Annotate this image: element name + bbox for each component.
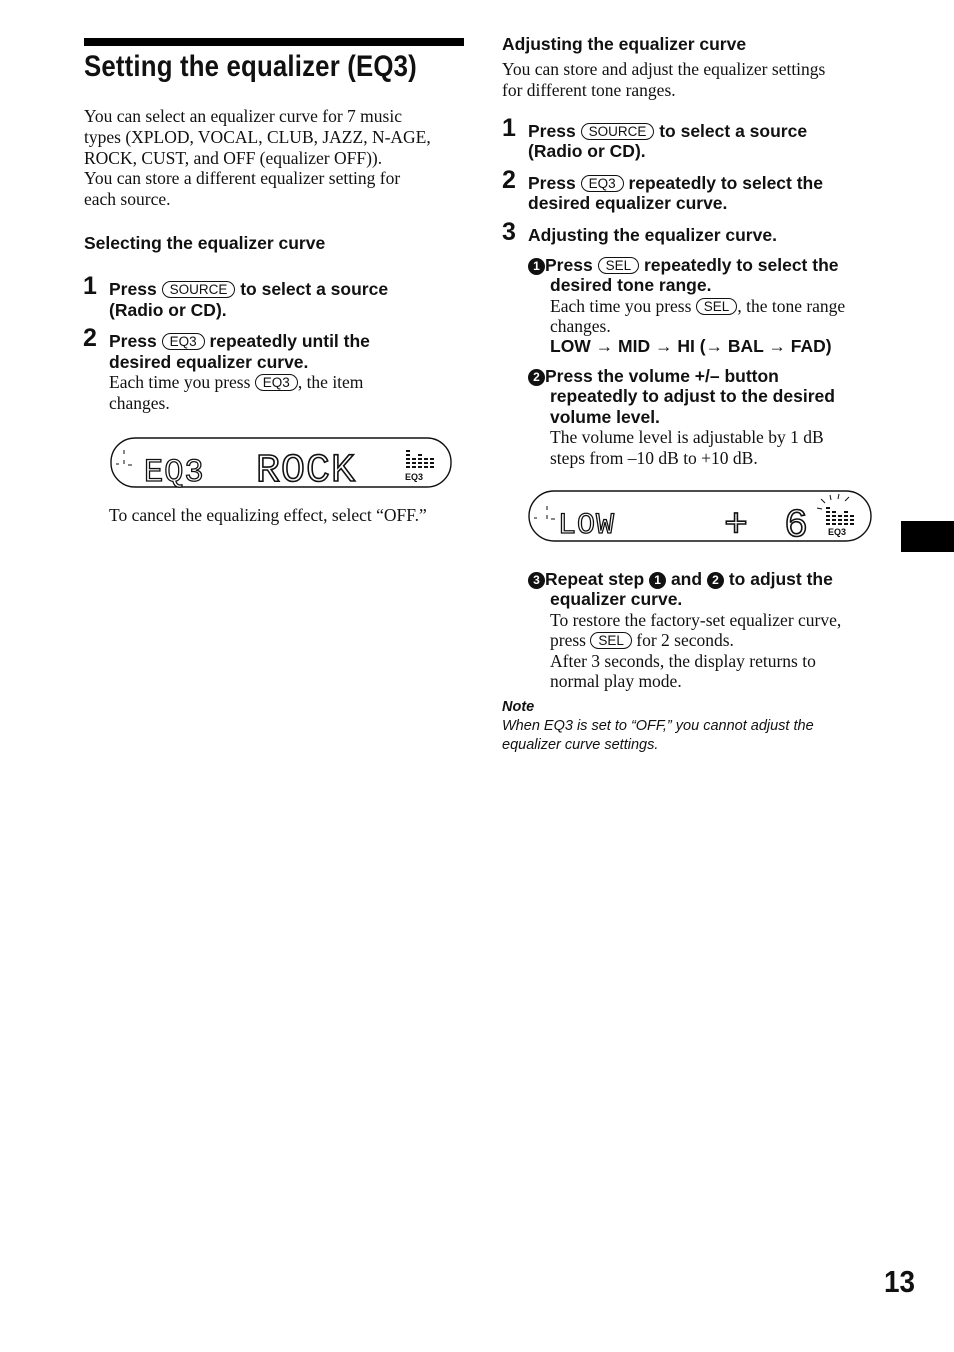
step-text: Press: [109, 331, 157, 351]
note-heading: Note: [502, 699, 535, 715]
substep-description-line4: normal play mode.: [550, 671, 682, 691]
intro-line: each source.: [84, 189, 171, 209]
substep-instruction-line2: repeatedly to adjust to the desired: [550, 386, 835, 406]
intro-line: ROCK, CUST, and OFF (equalizer OFF)).: [84, 148, 383, 168]
intro-line: You can store a different equalizer setting for: [84, 168, 401, 188]
step-number: 2: [502, 166, 516, 194]
step-text: Press: [528, 121, 576, 141]
section-tab-marker: [901, 521, 954, 552]
lcd-display-low: [528, 489, 874, 545]
step-text: repeatedly until the: [209, 331, 370, 351]
circled-number: 2: [707, 572, 724, 589]
step-number: 2: [83, 324, 97, 352]
source-key: SOURCE: [581, 123, 655, 140]
step-text: to select a source: [240, 279, 389, 299]
eq3-key: EQ3: [255, 374, 298, 391]
step-instruction: [528, 173, 823, 194]
step-instruction-line2: desired equalizer curve.: [528, 193, 728, 213]
step-instruction-line2: desired equalizer curve.: [109, 352, 309, 372]
substep-description-line3: After 3 seconds, the display returns to: [550, 651, 816, 671]
adjusting-intro-line: You can store and adjust the equalizer settings: [502, 59, 826, 79]
substep-instruction-line2: desired tone range.: [550, 275, 712, 295]
step-instruction: [109, 331, 370, 352]
circled-number: 2: [528, 369, 545, 386]
intro-line: You can select an equalizer curve for 7 music: [84, 106, 402, 126]
step-number: 3: [502, 218, 516, 246]
step-instruction-line2: (Radio or CD).: [109, 300, 227, 320]
substep-description-line2: changes.: [550, 316, 611, 336]
intro-line: types (XPLOD, VOCAL, CLUB, JAZZ, N-AGE,: [84, 127, 431, 147]
step-text: repeatedly to select the: [628, 173, 823, 193]
lcd-main-text: ROCK: [256, 449, 357, 490]
substep-description-line2: [550, 630, 734, 651]
lcd-left-text: LOW: [558, 509, 616, 543]
cancel-text: To cancel the equalizing effect, select “OFF.”: [109, 505, 427, 525]
step-number: 1: [83, 272, 97, 300]
source-key: SOURCE: [162, 281, 236, 298]
desc-text: , the item: [297, 372, 364, 392]
substep-description: [550, 296, 845, 317]
step-text: to adjust the: [728, 569, 833, 589]
desc-text: for 2 seconds.: [636, 630, 734, 650]
step-instruction: [528, 121, 807, 142]
step-instruction: [109, 279, 388, 300]
substep-instruction-line3: volume level.: [550, 407, 660, 427]
desc-text: press: [550, 630, 586, 650]
step-instruction-line2: (Radio or CD).: [528, 141, 646, 161]
eq3-key: EQ3: [162, 333, 205, 350]
step-text: Press: [545, 255, 593, 275]
step-instruction: Adjusting the equalizer curve.: [528, 225, 777, 245]
page-number: 13: [884, 1264, 916, 1299]
substep-instruction: [528, 569, 833, 590]
step-text: to select a source: [659, 121, 808, 141]
adjusting-heading: Adjusting the equalizer curve: [502, 34, 747, 54]
circled-number: 1: [649, 572, 666, 589]
step-description: [109, 372, 363, 393]
title-rule: [84, 38, 464, 46]
step-text: repeatedly to select the: [643, 255, 839, 275]
circled-number: 1: [528, 258, 545, 275]
step-text: Press the volume +/– button: [545, 366, 779, 386]
step-text: and: [670, 569, 703, 589]
desc-text: Each time you press: [550, 296, 692, 316]
sel-key: SEL: [696, 298, 738, 315]
substep-instruction: [528, 366, 779, 387]
note-text: When EQ3 is set to “OFF,” you cannot adjust the: [502, 718, 814, 734]
lcd-badge: EQ3: [405, 472, 424, 482]
adjusting-intro-line: for different tone ranges.: [502, 80, 676, 100]
substep-description-line2: steps from –10 dB to +10 dB.: [550, 448, 758, 468]
circled-number: 3: [528, 572, 545, 589]
step-text: Press: [528, 173, 576, 193]
lcd-left-text: EQ3: [144, 454, 205, 490]
desc-text: Each time you press: [109, 372, 251, 392]
step-text: Press: [109, 279, 157, 299]
substep-instruction: [528, 255, 839, 276]
sel-key: SEL: [598, 257, 640, 274]
substep-description: To restore the factory-set equalizer curve,: [550, 610, 842, 630]
desc-text: , the tone range: [737, 296, 846, 316]
eq3-key: EQ3: [581, 175, 624, 192]
sel-key: SEL: [590, 632, 632, 649]
lcd-badge: EQ3: [828, 527, 847, 537]
step-number: 1: [502, 114, 516, 142]
substep-instruction-line2: equalizer curve.: [550, 589, 683, 609]
selecting-heading: Selecting the equalizer curve: [84, 233, 326, 253]
page-title: Setting the equalizer (EQ3): [84, 50, 417, 83]
substep-description: The volume level is adjustable by 1 dB: [550, 427, 824, 447]
step-text: Repeat step: [545, 569, 645, 589]
note-text-line2: equalizer curve settings.: [502, 737, 659, 753]
lcd-display-rock: [110, 436, 454, 490]
tone-range-sequence: LOW → MID → HI (→ BAL → FAD): [550, 336, 832, 356]
lcd-value-text: + 6: [724, 504, 815, 545]
step-description-line2: changes.: [109, 393, 170, 413]
